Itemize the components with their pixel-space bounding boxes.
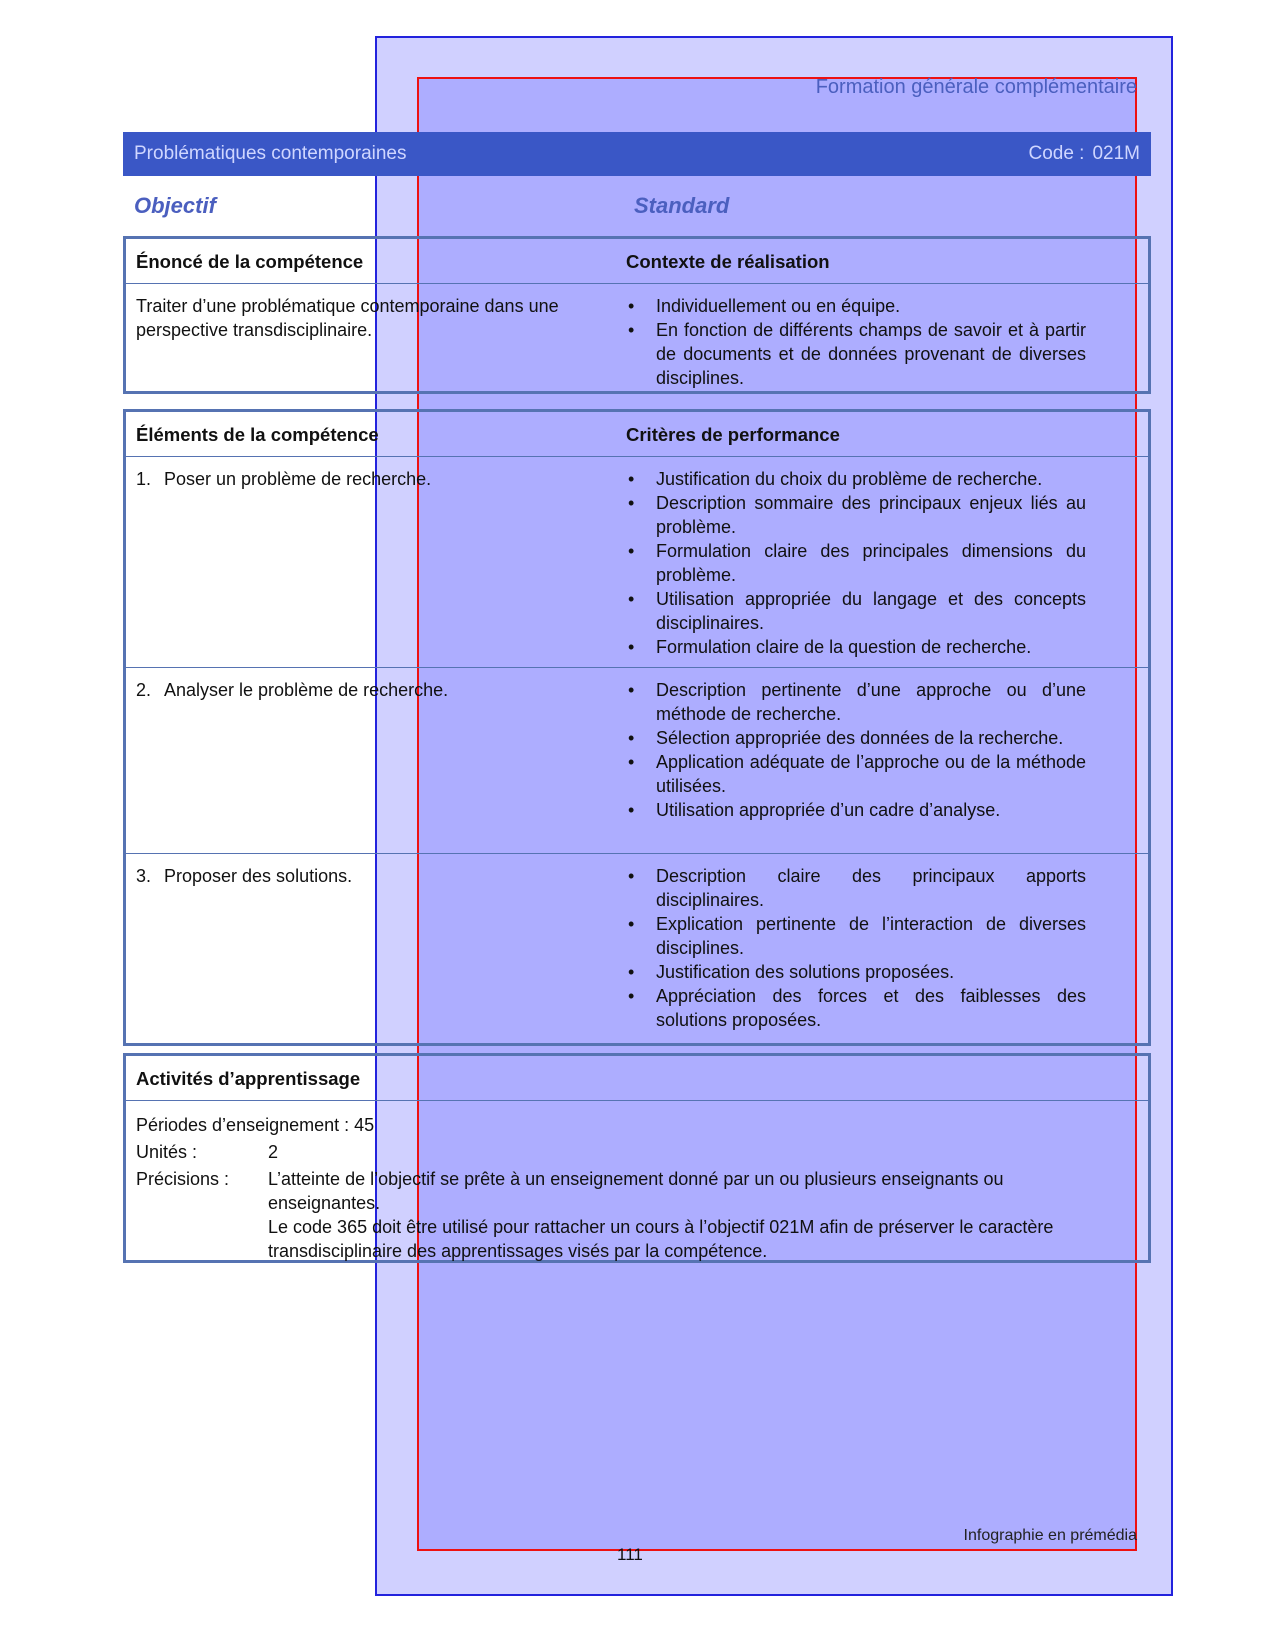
enonce-header: Énoncé de la compétence <box>136 251 364 272</box>
periodes-value: 45 <box>354 1115 375 1135</box>
activites-box <box>123 1053 1151 1263</box>
element-text: Poser un problème de recherche. <box>164 469 432 489</box>
elements-box <box>123 409 1151 1046</box>
competence-row <box>126 284 1148 392</box>
element-row-3 <box>126 854 1148 1040</box>
element-number: 3. <box>136 866 152 886</box>
list-item: • Description pertinente d’une approche ou d’une méthode de recherche. <box>626 678 1086 726</box>
precisions-text-1: L’atteinte de l’objectif se prête à un enseignement donné par un ou plusieurs enseignants ou enseignantes. <box>268 1169 1004 1213</box>
contexte-list <box>626 294 1086 390</box>
title-bar <box>123 132 1151 176</box>
list-item: • Sélection appropriée des données de la recherche. <box>626 726 1086 750</box>
list-item: • Utilisation appropriée du langage et des concepts disciplinaires. <box>626 587 1086 635</box>
page-title: Problématiques contemporaines <box>134 143 407 164</box>
activites-header-label: Activités d’apprentissage <box>136 1068 361 1089</box>
code-label: Code : <box>1028 143 1085 164</box>
list-item: • Formulation claire des principales dimensions du problème. <box>626 539 1086 587</box>
list-item: • Description sommaire des principaux enjeux liés au problème. <box>626 491 1086 539</box>
page-number: 111 <box>617 1545 643 1564</box>
periodes-line <box>136 1113 374 1137</box>
criteres-list <box>626 864 1086 1032</box>
element-text: Proposer des solutions. <box>164 866 353 886</box>
code-value: 021M <box>1092 143 1140 164</box>
objectif-heading: Objectif <box>134 193 216 218</box>
code-group <box>1028 143 1140 165</box>
list-item: • Individuellement ou en équipe. <box>626 294 1086 318</box>
element-label <box>136 467 626 491</box>
element-row-1 <box>126 457 1148 668</box>
list-item: • Formulation claire de la question de recherche. <box>626 635 1086 659</box>
element-row-2 <box>126 668 1148 854</box>
list-item: • Description claire des principaux apports disciplinaires. <box>626 864 1086 912</box>
enonce-text: Traiter d’une problématique contemporaine dans une perspective transdisciplinaire. <box>136 296 559 340</box>
element-number: 2. <box>136 680 152 700</box>
activites-header <box>126 1056 1148 1101</box>
competence-header <box>126 239 1148 284</box>
criteres-list <box>626 467 1086 659</box>
competence-box <box>123 236 1151 394</box>
criteres-header-label: Critères de performance <box>626 424 840 445</box>
precisions-text-2: Le code 365 doit être utilisé pour rattacher un cours à l’objectif 021M afin de préserver le caractère transdisciplinaire des apprentissages visés par la compétence. <box>268 1217 1054 1261</box>
footer-program: Infographie en prémédia <box>963 1527 1137 1544</box>
element-label <box>136 678 626 702</box>
standard-heading: Standard <box>634 193 730 218</box>
criteres-list <box>626 678 1086 822</box>
unites-line <box>136 1140 278 1164</box>
list-item: • Utilisation appropriée d’un cadre d’analyse. <box>626 798 1086 822</box>
unites-label: Unités : <box>136 1142 198 1162</box>
precisions-label: Précisions : <box>136 1169 230 1189</box>
contexte-header: Contexte de réalisation <box>626 251 830 272</box>
list-item: • Justification du choix du problème de recherche. <box>626 467 1086 491</box>
list-item: • En fonction de différents champs de savoir et à partir de documents et de données provenant de diverses disciplines. <box>626 318 1086 390</box>
element-text: Analyser le problème de recherche. <box>164 680 449 700</box>
element-number: 1. <box>136 469 152 489</box>
elements-header-label: Éléments de la compétence <box>136 424 379 445</box>
list-item: • Application adéquate de l’approche ou de la méthode utilisées. <box>626 750 1086 798</box>
list-item: • Justification des solutions proposées. <box>626 960 1086 984</box>
list-item: • Explication pertinente de l’interaction de diverses disciplines. <box>626 912 1086 960</box>
periodes-label: Périodes d’enseignement : <box>136 1115 350 1135</box>
running-head: Formation générale complémentaire <box>815 76 1137 98</box>
unites-value: 2 <box>268 1142 279 1162</box>
elements-header <box>126 412 1148 457</box>
list-item: • Appréciation des forces et des faiblesses des solutions proposées. <box>626 984 1086 1032</box>
element-label <box>136 864 626 888</box>
